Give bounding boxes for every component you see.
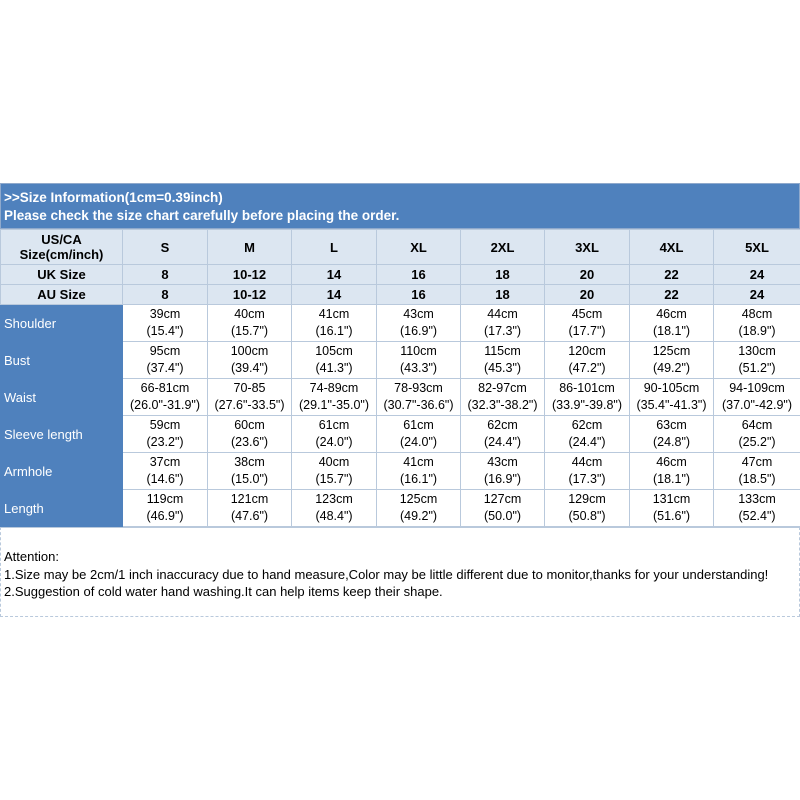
cm-value: 61cm xyxy=(318,418,350,432)
cm-value: 37cm xyxy=(149,455,181,469)
measurement-cell xyxy=(208,379,292,416)
measurement-cell xyxy=(208,305,292,342)
inch-value: (43.3") xyxy=(399,361,438,375)
measurement-cell xyxy=(377,342,461,379)
measurement-rows xyxy=(1,305,800,527)
attention-notes xyxy=(0,527,800,617)
measurement-cell xyxy=(377,453,461,490)
cm-value: 129cm xyxy=(568,492,606,506)
inch-value: (18.1") xyxy=(652,472,691,486)
inch-value: (17.3") xyxy=(483,324,522,338)
inch-value: (37.4") xyxy=(146,361,184,375)
measurement-cell xyxy=(292,490,377,527)
measurement-label: Waist xyxy=(1,379,123,416)
measurement-cell xyxy=(545,379,630,416)
cm-value: 121cm xyxy=(230,492,269,506)
measurement-cell xyxy=(292,305,377,342)
inch-value: (18.1") xyxy=(652,324,691,338)
inch-value: (24.0") xyxy=(315,435,353,449)
measurement-label: Bust xyxy=(1,342,123,379)
uk-size-row xyxy=(1,265,800,285)
cm-value: 110cm xyxy=(400,344,437,358)
inch-value: (30.7"-36.6") xyxy=(383,398,454,412)
size-header: 5XL xyxy=(714,230,800,265)
cm-value: 41cm xyxy=(318,307,350,321)
uk-size-cell: 8 xyxy=(123,265,208,285)
inch-value: (16.1") xyxy=(315,324,353,338)
measurement-cell xyxy=(461,305,545,342)
inch-value: (24.4") xyxy=(483,435,522,449)
measurement-cell xyxy=(714,379,800,416)
cm-value: 95cm xyxy=(149,344,181,358)
measurement-cell xyxy=(292,379,377,416)
measurement-row xyxy=(1,490,800,527)
cm-value: 120cm xyxy=(568,344,606,358)
cm-value: 82-97cm xyxy=(478,381,527,395)
cm-value: 60cm xyxy=(234,418,265,432)
cm-value: 123cm xyxy=(315,492,353,506)
cm-value: 45cm xyxy=(571,307,603,321)
cm-value: 125cm xyxy=(652,344,691,358)
measurement-cell xyxy=(461,490,545,527)
measurement-label: Length xyxy=(1,490,123,527)
inch-value: (24.4") xyxy=(568,435,606,449)
inch-value: (51.6") xyxy=(652,509,691,523)
measurement-cell xyxy=(461,416,545,453)
uk-size-cell: 10-12 xyxy=(208,265,292,285)
inch-value: (25.2") xyxy=(738,435,776,449)
us-size-label: US/CA Size(cm/inch) xyxy=(1,230,123,265)
inch-value: (15.7") xyxy=(315,472,353,486)
size-header: S xyxy=(123,230,208,265)
inch-value: (45.3") xyxy=(483,361,522,375)
measurement-cell xyxy=(630,490,714,527)
cm-value: 39cm xyxy=(149,307,181,321)
cm-value: 38cm xyxy=(234,455,265,469)
inch-value: (35.4"-41.3") xyxy=(636,398,707,412)
measurement-cell xyxy=(377,379,461,416)
cm-value: 94-109cm xyxy=(729,381,785,395)
au-size-cell: 8 xyxy=(123,285,208,305)
cm-value: 46cm xyxy=(656,455,687,469)
uk-size-cell: 18 xyxy=(461,265,545,285)
measurement-cell xyxy=(461,342,545,379)
cm-value: 48cm xyxy=(741,307,773,321)
inch-value: (27.6"-33.5") xyxy=(214,398,285,412)
measurement-row xyxy=(1,342,800,379)
measurement-cell xyxy=(123,379,208,416)
cm-value: 44cm xyxy=(571,455,603,469)
cm-value: 131cm xyxy=(652,492,691,506)
measurement-cell xyxy=(123,453,208,490)
au-size-cell: 18 xyxy=(461,285,545,305)
cm-value: 62cm xyxy=(487,418,518,432)
measurement-row xyxy=(1,416,800,453)
measurement-cell xyxy=(208,342,292,379)
measurement-cell xyxy=(461,379,545,416)
inch-value: (16.9") xyxy=(483,472,522,486)
inch-value: (17.3") xyxy=(568,472,606,486)
cm-value: 130cm xyxy=(738,344,776,358)
inch-value: (49.2") xyxy=(652,361,691,375)
inch-value: (52.4") xyxy=(738,509,776,523)
inch-value: (24.8") xyxy=(652,435,691,449)
size-header: 2XL xyxy=(461,230,545,265)
uk-size-label: UK Size xyxy=(1,265,123,285)
inch-value: (17.7") xyxy=(568,324,606,338)
au-size-cell: 24 xyxy=(714,285,800,305)
au-size-cell: 10-12 xyxy=(208,285,292,305)
inch-value: (49.2") xyxy=(399,509,438,523)
measurement-cell xyxy=(714,490,800,527)
inch-value: (47.6") xyxy=(230,509,269,523)
measurement-cell xyxy=(545,490,630,527)
cm-value: 90-105cm xyxy=(643,381,700,395)
inch-value: (26.0"-31.9") xyxy=(129,398,201,412)
cm-value: 62cm xyxy=(571,418,603,432)
cm-value: 125cm xyxy=(399,492,438,506)
cm-value: 59cm xyxy=(149,418,181,432)
inch-value: (50.8") xyxy=(568,509,606,523)
measurement-cell xyxy=(123,342,208,379)
inch-value: (33.9"-39.8") xyxy=(551,398,623,412)
cm-value: 40cm xyxy=(318,455,350,469)
inch-value: (23.6") xyxy=(230,435,269,449)
size-header: 4XL xyxy=(630,230,714,265)
measurement-row xyxy=(1,453,800,490)
cm-value: 119cm xyxy=(146,492,184,506)
measurement-label: Sleeve length xyxy=(1,416,123,453)
cm-value: 40cm xyxy=(234,307,265,321)
measurement-cell xyxy=(123,305,208,342)
measurement-cell xyxy=(630,342,714,379)
notes-title: Attention: xyxy=(4,549,59,564)
measurement-label: Armhole xyxy=(1,453,123,490)
measurement-cell xyxy=(714,416,800,453)
cm-value: 64cm xyxy=(741,418,773,432)
measurement-cell xyxy=(208,453,292,490)
measurement-cell xyxy=(714,305,800,342)
au-size-cell: 20 xyxy=(545,285,630,305)
inch-value: (46.9") xyxy=(146,509,184,523)
inch-value: (16.1") xyxy=(399,472,438,486)
measurement-label: Shoulder xyxy=(1,305,123,342)
cm-value: 41cm xyxy=(403,455,434,469)
au-size-row xyxy=(1,285,800,305)
cm-value: 46cm xyxy=(656,307,687,321)
cm-value: 100cm xyxy=(230,344,269,358)
cm-value: 47cm xyxy=(741,455,773,469)
measurement-cell xyxy=(377,416,461,453)
measurement-cell xyxy=(545,305,630,342)
inch-value: (37.0"-42.9") xyxy=(721,398,793,412)
cm-value: 86-101cm xyxy=(559,381,615,395)
measurement-cell xyxy=(545,342,630,379)
measurement-cell xyxy=(123,416,208,453)
inch-value: (29.1"-35.0") xyxy=(298,398,370,412)
measurement-cell xyxy=(292,453,377,490)
measurement-cell xyxy=(461,453,545,490)
size-table xyxy=(0,229,800,527)
measurement-cell xyxy=(123,490,208,527)
inch-value: (51.2") xyxy=(738,361,776,375)
size-header: M xyxy=(208,230,292,265)
cm-value: 78-93cm xyxy=(394,381,443,395)
uk-size-cell: 14 xyxy=(292,265,377,285)
uk-size-cell: 22 xyxy=(630,265,714,285)
au-size-cell: 14 xyxy=(292,285,377,305)
measurement-cell xyxy=(208,416,292,453)
cm-value: 127cm xyxy=(483,492,522,506)
measurement-cell xyxy=(545,416,630,453)
measurement-row xyxy=(1,305,800,342)
measurement-cell xyxy=(630,305,714,342)
note-line: 1.Size may be 2cm/1 inch inaccuracy due to hand measure,Color may be little different due to monitor,thanks for your understanding! xyxy=(4,566,769,582)
inch-value: (39.4") xyxy=(230,361,269,375)
au-size-label: AU Size xyxy=(1,285,123,305)
inch-value: (50.0") xyxy=(483,509,522,523)
cm-value: 61cm xyxy=(403,418,434,432)
size-header: L xyxy=(292,230,377,265)
size-info-banner xyxy=(0,183,800,229)
note-line: 2.Suggestion of cold water hand washing.It can help items keep their shape. xyxy=(4,584,443,599)
banner-title: >>Size Information(1cm=0.39inch) xyxy=(4,190,223,205)
inch-value: (15.0") xyxy=(230,472,269,486)
measurement-cell xyxy=(292,342,377,379)
cm-value: 43cm xyxy=(403,307,434,321)
size-header: 3XL xyxy=(545,230,630,265)
cm-value: 133cm xyxy=(738,492,776,506)
cm-value: 105cm xyxy=(315,344,353,358)
cm-value: 70-85 xyxy=(233,381,266,395)
inch-value: (16.9") xyxy=(399,324,438,338)
inch-value: (41.3") xyxy=(315,361,353,375)
inch-value: (15.4") xyxy=(146,324,184,338)
cm-value: 63cm xyxy=(656,418,687,432)
measurement-cell xyxy=(377,305,461,342)
inch-value: (15.7") xyxy=(230,324,269,338)
inch-value: (18.9") xyxy=(738,324,776,338)
measurement-cell xyxy=(630,453,714,490)
au-size-cell: 22 xyxy=(630,285,714,305)
cm-value: 115cm xyxy=(484,344,521,358)
measurement-cell xyxy=(377,490,461,527)
cm-value: 43cm xyxy=(487,455,518,469)
measurement-row xyxy=(1,379,800,416)
measurement-cell xyxy=(208,490,292,527)
inch-value: (14.6") xyxy=(146,472,184,486)
cm-value: 74-89cm xyxy=(309,381,359,395)
inch-value: (32.3"-38.2") xyxy=(467,398,538,412)
measurement-cell xyxy=(630,379,714,416)
uk-size-cell: 20 xyxy=(545,265,630,285)
inch-value: (48.4") xyxy=(315,509,353,523)
inch-value: (18.5") xyxy=(738,472,776,486)
inch-value: (23.2") xyxy=(146,435,184,449)
us-size-row xyxy=(1,230,800,265)
measurement-cell xyxy=(545,453,630,490)
uk-size-cell: 16 xyxy=(377,265,461,285)
measurement-cell xyxy=(630,416,714,453)
size-header: XL xyxy=(377,230,461,265)
size-chart xyxy=(0,183,800,617)
measurement-cell xyxy=(714,342,800,379)
inch-value: (24.0") xyxy=(399,435,438,449)
cm-value: 66-81cm xyxy=(140,381,190,395)
inch-value: (47.2") xyxy=(568,361,606,375)
banner-subtitle: Please check the size chart carefully before placing the order. xyxy=(4,208,400,223)
cm-value: 44cm xyxy=(487,307,518,321)
measurement-cell xyxy=(714,453,800,490)
au-size-cell: 16 xyxy=(377,285,461,305)
uk-size-cell: 24 xyxy=(714,265,800,285)
measurement-cell xyxy=(292,416,377,453)
